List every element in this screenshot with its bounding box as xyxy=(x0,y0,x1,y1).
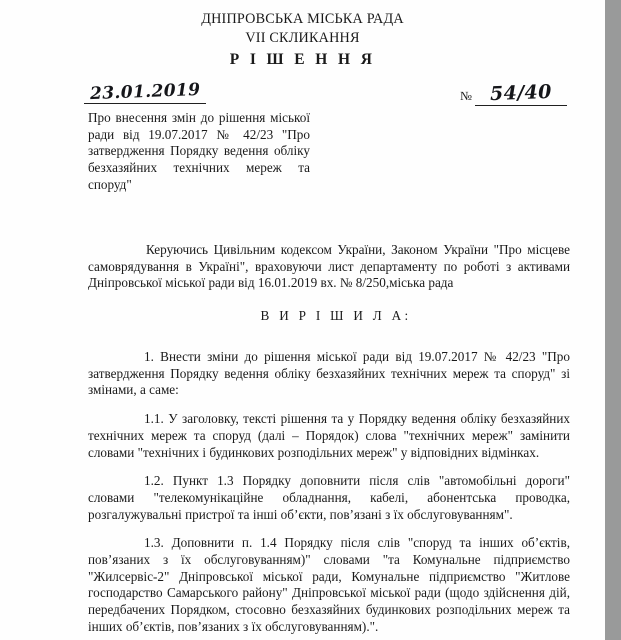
date-field xyxy=(84,82,206,104)
convocation-subtitle: VII СКЛИКАННЯ xyxy=(245,29,360,46)
number-label: № xyxy=(460,89,472,104)
clause-item-1-2: 1.2. Пункт 1.3 Порядку доповнити після слів "автомобільні дороги" словами "телекомунікаційне обладнання, кабелі, абонентська проводка, розгалужувальні пристрої та інші об’єкти, пов’язані з їх обслуговуванням". xyxy=(88,473,570,522)
scan-edge-band xyxy=(605,0,621,640)
number-field xyxy=(460,82,567,106)
resolved-heading: В И Р І Ш И Л А: xyxy=(260,308,412,324)
organization-title: ДНІПРОВСЬКА МІСЬКА РАДА xyxy=(201,11,404,27)
document-header xyxy=(0,0,605,69)
clause-item-1: 1. Внести зміни до рішення міської ради від 19.07.2017 № 42/23 "Про затвердження Порядку ведення обліку безхазяйних технічних мереж та споруд" зі змінами, а саме: xyxy=(88,349,570,398)
date-handwritten-value: 23.01.2019 xyxy=(89,80,201,105)
document-subject: Про внесення змін до рішення міської ради від 19.07.2017 № 42/23 "Про затвердження Порядку ведення обліку безхазяйних технічних мереж та споруд" xyxy=(88,110,310,192)
document-type-title: Р І Ш Е Н Н Я xyxy=(229,51,376,69)
document-body xyxy=(88,242,570,635)
number-value-line xyxy=(475,82,567,106)
preamble-paragraph: Керуючись Цивільним кодексом України, Законом України "Про місцеве самоврядування в Україні", враховуючи лист департаменту по роботі з активами Дніпровської міської ради від 16.01.2019 вх. № 8/250,міська рада xyxy=(88,242,570,291)
spacer xyxy=(88,324,570,337)
clause-item-1-3: 1.3. Доповнити п. 1.4 Порядку після слів "споруд та інших об’єктів, пов’язаних з їх обслуговуванням)" словами "та Комунальне підприємство "Жилсервіс-2" Дніпровської міської ради, Комунальне підприємство "Житлове господарство Самарського району" Дніпровської міської ради (щодо здійснення дій, передбачених Порядком, стосовно безхазяйних будинкових розподільних мереж та інших об’єктів, пов’язаних з їх обслуговуванням).". xyxy=(88,535,570,634)
clause-item-1-1: 1.1. У заголовку, тексті рішення та у Порядку ведення обліку безхазяйних технічних мереж та споруд (далі – Порядок) слова "технічних мереж" замінити словами "технічних і будинкових розподільних мереж" у відповідних відмінках. xyxy=(88,411,570,460)
number-handwritten-value: 54/40 xyxy=(489,81,553,106)
